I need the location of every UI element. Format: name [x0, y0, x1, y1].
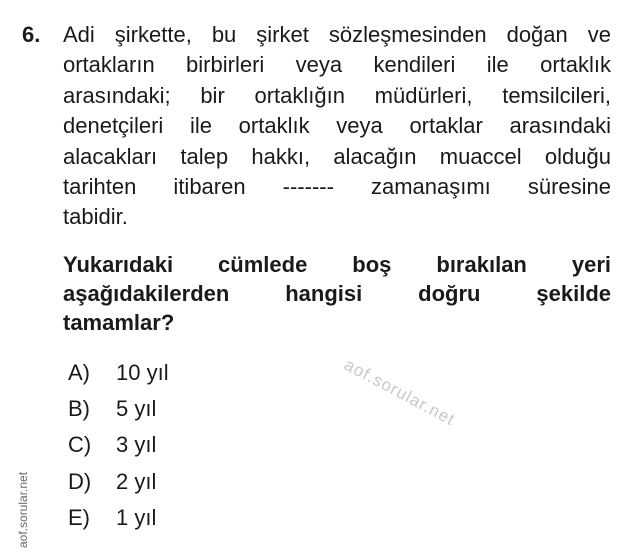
question-body-line: tarihten itibaren ------- zamanaşımı süresine	[63, 173, 611, 199]
option-letter: C)	[68, 432, 92, 458]
question-body-line: ortakların birbirleri veya kendileri ile ortaklık	[63, 52, 611, 78]
option-text: 5 yıl	[116, 396, 157, 422]
question-body	[63, 20, 611, 233]
option-c[interactable]	[68, 432, 169, 468]
question-body-line: tabidir.	[63, 204, 128, 230]
option-letter: A)	[68, 360, 90, 385]
option-letter: B)	[68, 396, 90, 422]
question-prompt-line: Yukarıdaki cümlede boş bırakılan yeri	[63, 252, 611, 277]
option-letter: D)	[68, 468, 92, 494]
option-d[interactable]	[68, 469, 169, 505]
option-text: 3 yıl	[116, 432, 157, 458]
option-text: 1 yıl	[116, 504, 157, 530]
option-b[interactable]	[68, 396, 169, 432]
question-body-line: Adi şirkette, bu şirket sözleşmesinden doğan ve	[63, 22, 611, 47]
option-text: 2 yıl	[116, 468, 157, 494]
watermark: aof.sorular.net	[341, 355, 459, 430]
question-body-line: arasındaki; bir ortaklığın müdürleri, temsilcileri,	[63, 82, 611, 108]
question-body-line: alacakları talep hakkı, alacağın muaccel olduğu	[63, 143, 611, 169]
side-watermark: aof.sorular.net	[16, 471, 30, 548]
question-prompt	[63, 250, 611, 337]
question-body-line: denetçileri ile ortaklık veya ortaklar arasındaki	[63, 113, 611, 139]
option-letter: E)	[68, 504, 90, 530]
question-prompt-line: aşağıdakilerden hangisi doğru şekilde	[63, 281, 611, 306]
answer-options	[68, 360, 169, 541]
option-e[interactable]	[68, 505, 169, 541]
option-a[interactable]	[68, 360, 169, 396]
question-number: 6.	[22, 22, 41, 47]
option-text: 10 yıl	[116, 360, 169, 385]
question-prompt-line: tamamlar?	[63, 310, 175, 335]
